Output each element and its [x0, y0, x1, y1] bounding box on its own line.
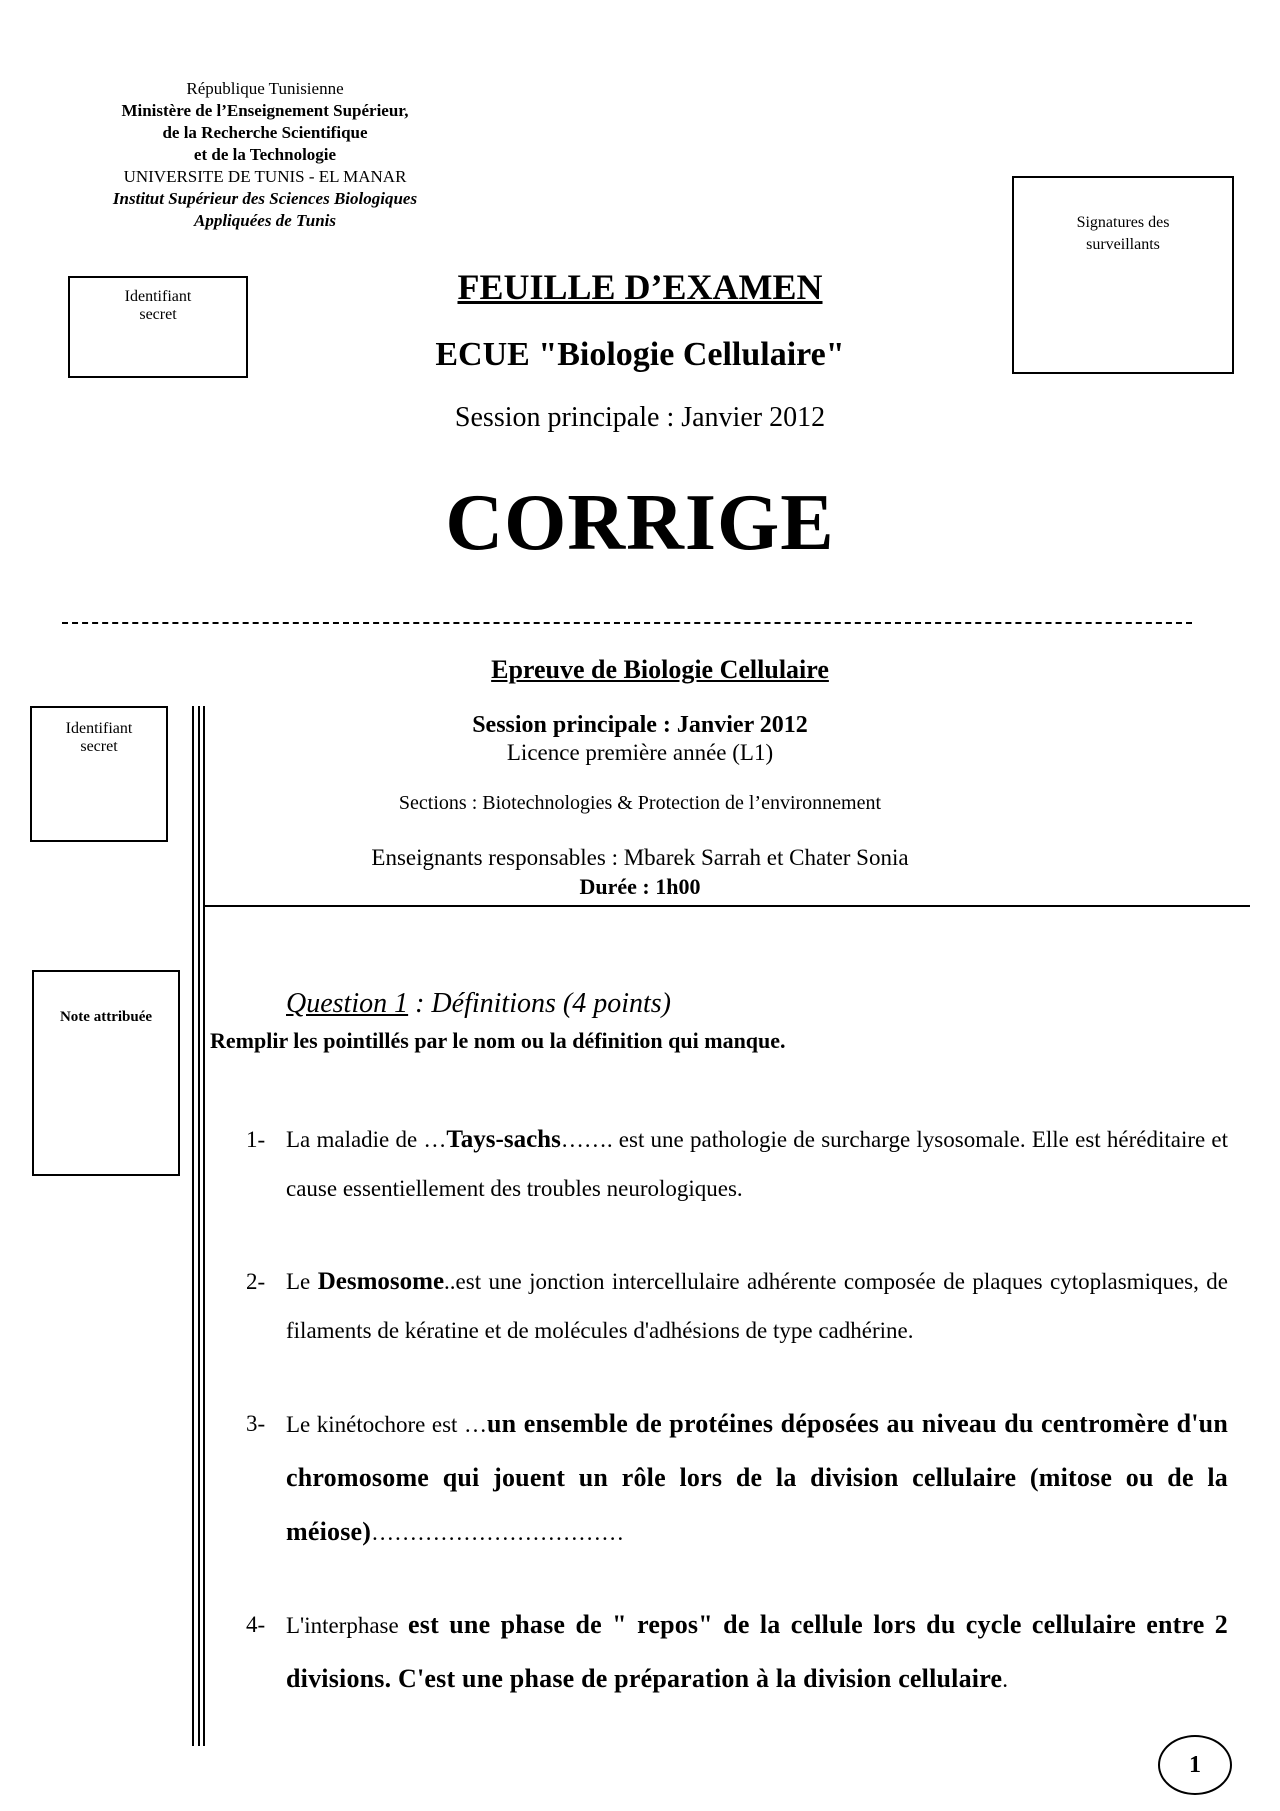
teachers-line: Enseignants responsables : Mbarek Sarrah et Chater Sonia	[371, 845, 909, 870]
secret-label: secret	[80, 738, 118, 755]
exam-sheet-title: FEUILLE D’EXAMEN	[457, 267, 823, 307]
definition-item-4	[246, 1598, 1228, 1706]
header-line-research: de la Recherche Scientifique	[162, 123, 368, 142]
margin-rule-middle	[198, 706, 200, 1746]
margin-rule-inner	[203, 706, 205, 1746]
item-prefix: L'interphase	[286, 1613, 409, 1638]
corrige-title: CORRIGE	[445, 479, 835, 567]
question-1-instruction: Remplir les pointillés par le nom ou la définition qui manque.	[210, 1028, 786, 1053]
item-answer: Tays-sachs	[446, 1126, 561, 1153]
signatures-label-line2: surveillants	[1086, 236, 1160, 253]
item-answer: un ensemble de protéines déposées au niveau du centromère d'un chromosome qui jouent un rôle lors de la division cellulaire (mitose ou de la méiose)	[286, 1409, 1229, 1546]
item-prefix: La maladie de …	[286, 1127, 447, 1152]
institution-header	[55, 78, 475, 232]
header-line-institute: Institut Supérieur des Sciences Biologiques	[112, 189, 418, 208]
page-number: 1	[1158, 1735, 1232, 1795]
header-line-technology: et de la Technologie	[193, 145, 337, 164]
margin-rule-outer	[192, 706, 194, 1746]
definition-item-2	[246, 1257, 1228, 1355]
item-answer: Desmosome	[317, 1268, 445, 1295]
item-number: 1-	[246, 1127, 266, 1152]
item-number: 2-	[246, 1269, 266, 1294]
epreuve-title: Epreuve de Biologie Cellulaire	[491, 655, 829, 684]
header-line-ministry: Ministère de l’Enseignement Supérieur,	[121, 101, 409, 120]
cut-line-divider	[62, 622, 1192, 624]
identifiant-secret-box-left	[30, 706, 168, 842]
item-number: 3-	[246, 1411, 266, 1436]
header-separator	[205, 905, 1250, 907]
question-1-title	[286, 988, 671, 1020]
identifiant-secret-box-top	[68, 276, 248, 378]
licence-line: Licence première année (L1)	[506, 740, 774, 765]
ecue-title: ECUE "Biologie Cellulaire"	[435, 336, 845, 373]
item-prefix: Le	[286, 1269, 318, 1294]
signatures-box	[1012, 176, 1234, 374]
header-line-institute-city: Appliquées de Tunis	[194, 211, 336, 230]
note-box	[32, 970, 180, 1176]
identifiant-label: Identifiant	[65, 720, 133, 737]
item-suffix: .	[1002, 1667, 1008, 1692]
question-title-rest: : Définitions (4 points)	[408, 988, 671, 1019]
identifiant-label: Identifiant	[124, 288, 192, 305]
item-suffix: ……. est une pathologie de surcharge lysosomale. Elle est héréditaire et cause essentiellement des troubles neurologiques.	[286, 1127, 1229, 1201]
header-line-university: UNIVERSITE DE TUNIS - EL MANAR	[123, 167, 407, 186]
duration-line: Durée : 1h00	[579, 874, 701, 899]
definition-item-1	[246, 1115, 1228, 1213]
note-label: Note attribuée	[59, 1009, 153, 1025]
header-line-republic: République Tunisienne	[186, 79, 344, 98]
item-prefix: Le kinétochore est …	[286, 1412, 487, 1437]
sections-line: Sections : Biotechnologies & Protection de l’environnement	[398, 792, 882, 814]
question-label: Question 1	[286, 988, 409, 1019]
item-number: 4-	[246, 1612, 266, 1637]
definition-item-3	[246, 1397, 1228, 1559]
item-suffix: ..est une jonction intercellulaire adhérente composée de plaques cytoplasmiques, de filaments de kératine et de molécules d'adhésions de type cadhérine.	[286, 1269, 1229, 1343]
session-line: Session principale : Janvier 2012	[454, 402, 826, 433]
item-suffix: ……………………………	[371, 1520, 625, 1545]
session-line-bold: Session principale : Janvier 2012	[472, 712, 808, 738]
item-answer: est une phase de " repos" de la cellule lors du cycle cellulaire entre 2 divisions. C'est une phase de préparation à la division cellulaire	[286, 1610, 1228, 1693]
secret-label: secret	[139, 306, 177, 323]
signatures-label-line1: Signatures des	[1076, 214, 1170, 231]
